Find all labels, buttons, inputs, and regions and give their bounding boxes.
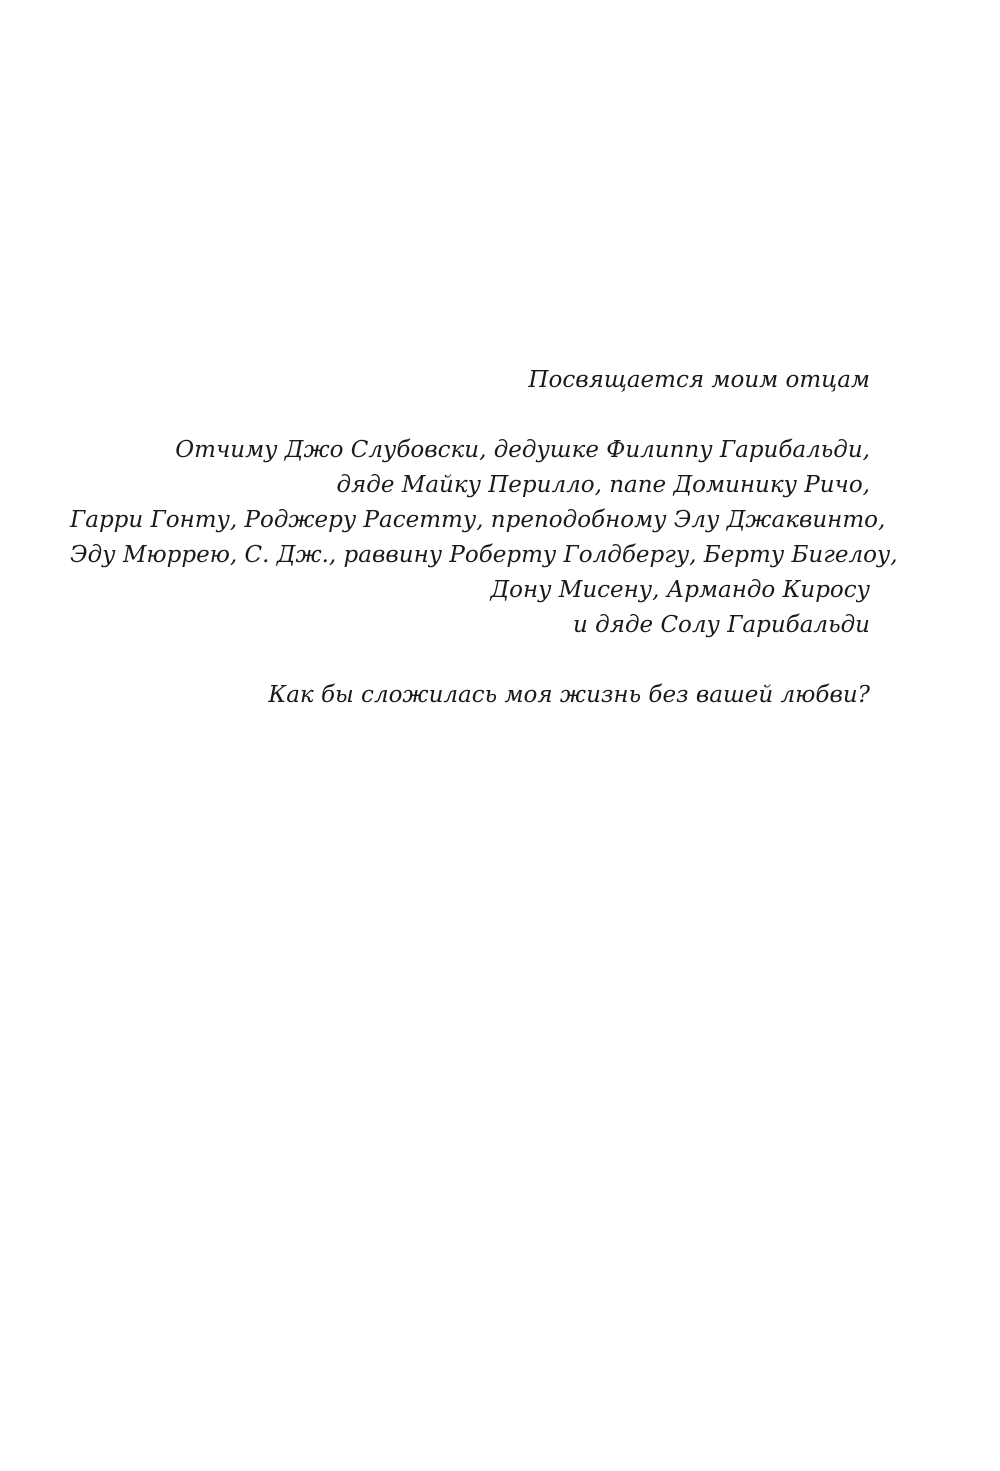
names-line: и дяде Солу Гарибальди (573, 612, 870, 638)
names-line: Дону Мисену, Армандо Киросу (490, 577, 870, 603)
spacer (70, 398, 870, 433)
names-line: Отчиму Джо Слубовски, дедушке Филиппу Гарибальди, (175, 437, 870, 463)
names-line: Гарри Гонту, Роджеру Расетту, преподобному Элу Джаквинто, (70, 507, 886, 533)
dedication-closing: Как бы сложилась моя жизнь без вашей любви? (268, 682, 870, 708)
names-line: Эду Мюррею, С. Дж., раввину Роберту Голдбергу, Берту Бигелоу, (70, 542, 898, 568)
spacer (70, 643, 870, 678)
dedication-block (70, 363, 898, 713)
dedication-heading: Посвящается моим отцам (528, 367, 870, 393)
names-line: дяде Майку Перилло, папе Доминику Ричо, (336, 472, 870, 498)
